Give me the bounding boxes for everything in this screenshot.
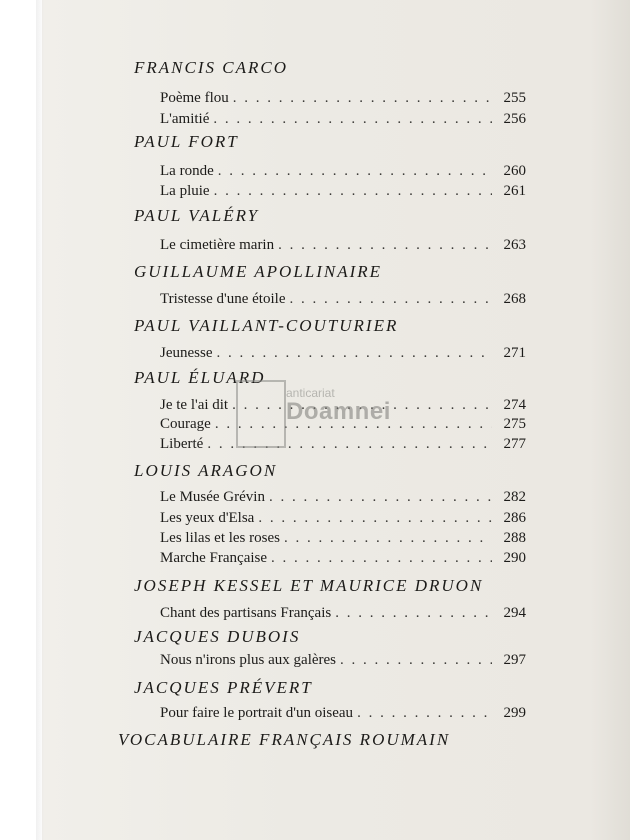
dot-leader bbox=[340, 652, 492, 669]
toc-author: GUILLAUME APOLLINAIRE bbox=[134, 262, 383, 281]
dot-leader bbox=[217, 345, 493, 362]
toc-entry bbox=[160, 705, 526, 723]
entry-title: Chant des partisans Français bbox=[160, 605, 332, 621]
entry-title: Tristesse d'une étoile bbox=[160, 291, 286, 307]
toc-author: LOUIS ARAGON bbox=[134, 461, 278, 480]
toc-author: PAUL VALÉRY bbox=[134, 206, 260, 225]
dot-leader bbox=[335, 605, 492, 622]
entry-title: La pluie bbox=[160, 183, 210, 199]
entry-title: Le cimetière marin bbox=[160, 237, 275, 253]
toc-author: JACQUES DUBOIS bbox=[134, 627, 301, 646]
entry-page-number: 282 bbox=[503, 489, 526, 505]
toc-author: JACQUES PRÉVERT bbox=[134, 678, 313, 697]
toc-entry bbox=[160, 163, 526, 181]
toc-entry bbox=[160, 550, 526, 568]
entry-title: La ronde bbox=[160, 163, 214, 179]
dot-leader bbox=[215, 416, 492, 433]
toc-author: JOSEPH KESSEL ET MAURICE DRUON bbox=[134, 576, 484, 595]
dot-leader bbox=[213, 111, 492, 128]
entry-title: Les yeux d'Elsa bbox=[160, 510, 255, 526]
entry-page-number: 288 bbox=[503, 530, 526, 546]
dot-leader bbox=[232, 397, 492, 414]
toc-entry bbox=[160, 510, 526, 528]
dot-leader bbox=[269, 489, 492, 506]
watermark-small-text: anticariat bbox=[286, 386, 335, 400]
toc-entry bbox=[160, 416, 526, 434]
toc-entry bbox=[160, 489, 526, 507]
dot-leader bbox=[284, 530, 492, 547]
toc-section-heading: VOCABULAIRE FRANÇAIS ROUMAIN bbox=[118, 730, 451, 749]
toc-entry bbox=[160, 111, 526, 129]
dot-leader bbox=[218, 163, 492, 180]
dot-leader bbox=[278, 237, 492, 254]
toc-entry bbox=[160, 605, 526, 623]
entry-title: Pour faire le portrait d'un oiseau bbox=[160, 705, 354, 721]
dot-leader bbox=[207, 436, 492, 453]
entry-title: Courage bbox=[160, 416, 211, 432]
entry-page-number: 263 bbox=[503, 237, 526, 253]
entry-page-number: 274 bbox=[503, 397, 526, 413]
toc-entry bbox=[160, 436, 526, 454]
entry-page-number: 286 bbox=[503, 510, 526, 526]
entry-page-number: 261 bbox=[503, 183, 526, 199]
toc-author: PAUL FORT bbox=[134, 132, 239, 151]
dot-leader bbox=[271, 550, 492, 567]
toc-author: PAUL VAILLANT-COUTURIER bbox=[134, 316, 399, 335]
toc-author: FRANCIS CARCO bbox=[134, 58, 288, 77]
entry-title: Le Musée Grévin bbox=[160, 489, 265, 505]
entry-title: Poème flou bbox=[160, 90, 229, 106]
dot-leader bbox=[233, 90, 492, 107]
entry-page-number: 294 bbox=[503, 605, 526, 621]
watermark-big-text: Doamnei bbox=[286, 398, 391, 425]
dot-leader bbox=[357, 705, 492, 722]
toc-entry bbox=[160, 397, 526, 415]
entry-title: Marche Française bbox=[160, 550, 268, 566]
entry-page-number: 255 bbox=[503, 90, 526, 106]
dot-leader bbox=[289, 291, 492, 308]
toc-entry bbox=[160, 291, 526, 309]
entry-page-number: 297 bbox=[503, 652, 526, 668]
entry-title: Jeunesse bbox=[160, 345, 213, 361]
toc-entry bbox=[160, 90, 526, 108]
entry-page-number: 277 bbox=[503, 436, 526, 452]
entry-page-number: 275 bbox=[503, 416, 526, 432]
toc-entry bbox=[160, 237, 526, 255]
toc-entry bbox=[160, 652, 526, 670]
entry-title: L'amitié bbox=[160, 111, 210, 127]
entry-page-number: 268 bbox=[503, 291, 526, 307]
dot-leader bbox=[258, 510, 492, 527]
entry-title: Liberté bbox=[160, 436, 204, 452]
entry-page-number: 290 bbox=[503, 550, 526, 566]
entry-page-number: 299 bbox=[503, 705, 526, 721]
entry-page-number: 256 bbox=[503, 111, 526, 127]
toc-entry bbox=[160, 530, 526, 548]
toc-entry bbox=[160, 183, 526, 201]
toc-author: PAUL ÉLUARD bbox=[134, 368, 266, 387]
entry-title: Je te l'ai dit bbox=[160, 397, 229, 413]
entry-page-number: 271 bbox=[503, 345, 526, 361]
dot-leader bbox=[214, 183, 492, 200]
entry-title: Nous n'irons plus aux galères bbox=[160, 652, 337, 668]
toc-entry bbox=[160, 345, 526, 363]
entry-title: Les lilas et les roses bbox=[160, 530, 280, 546]
entry-page-number: 260 bbox=[503, 163, 526, 179]
